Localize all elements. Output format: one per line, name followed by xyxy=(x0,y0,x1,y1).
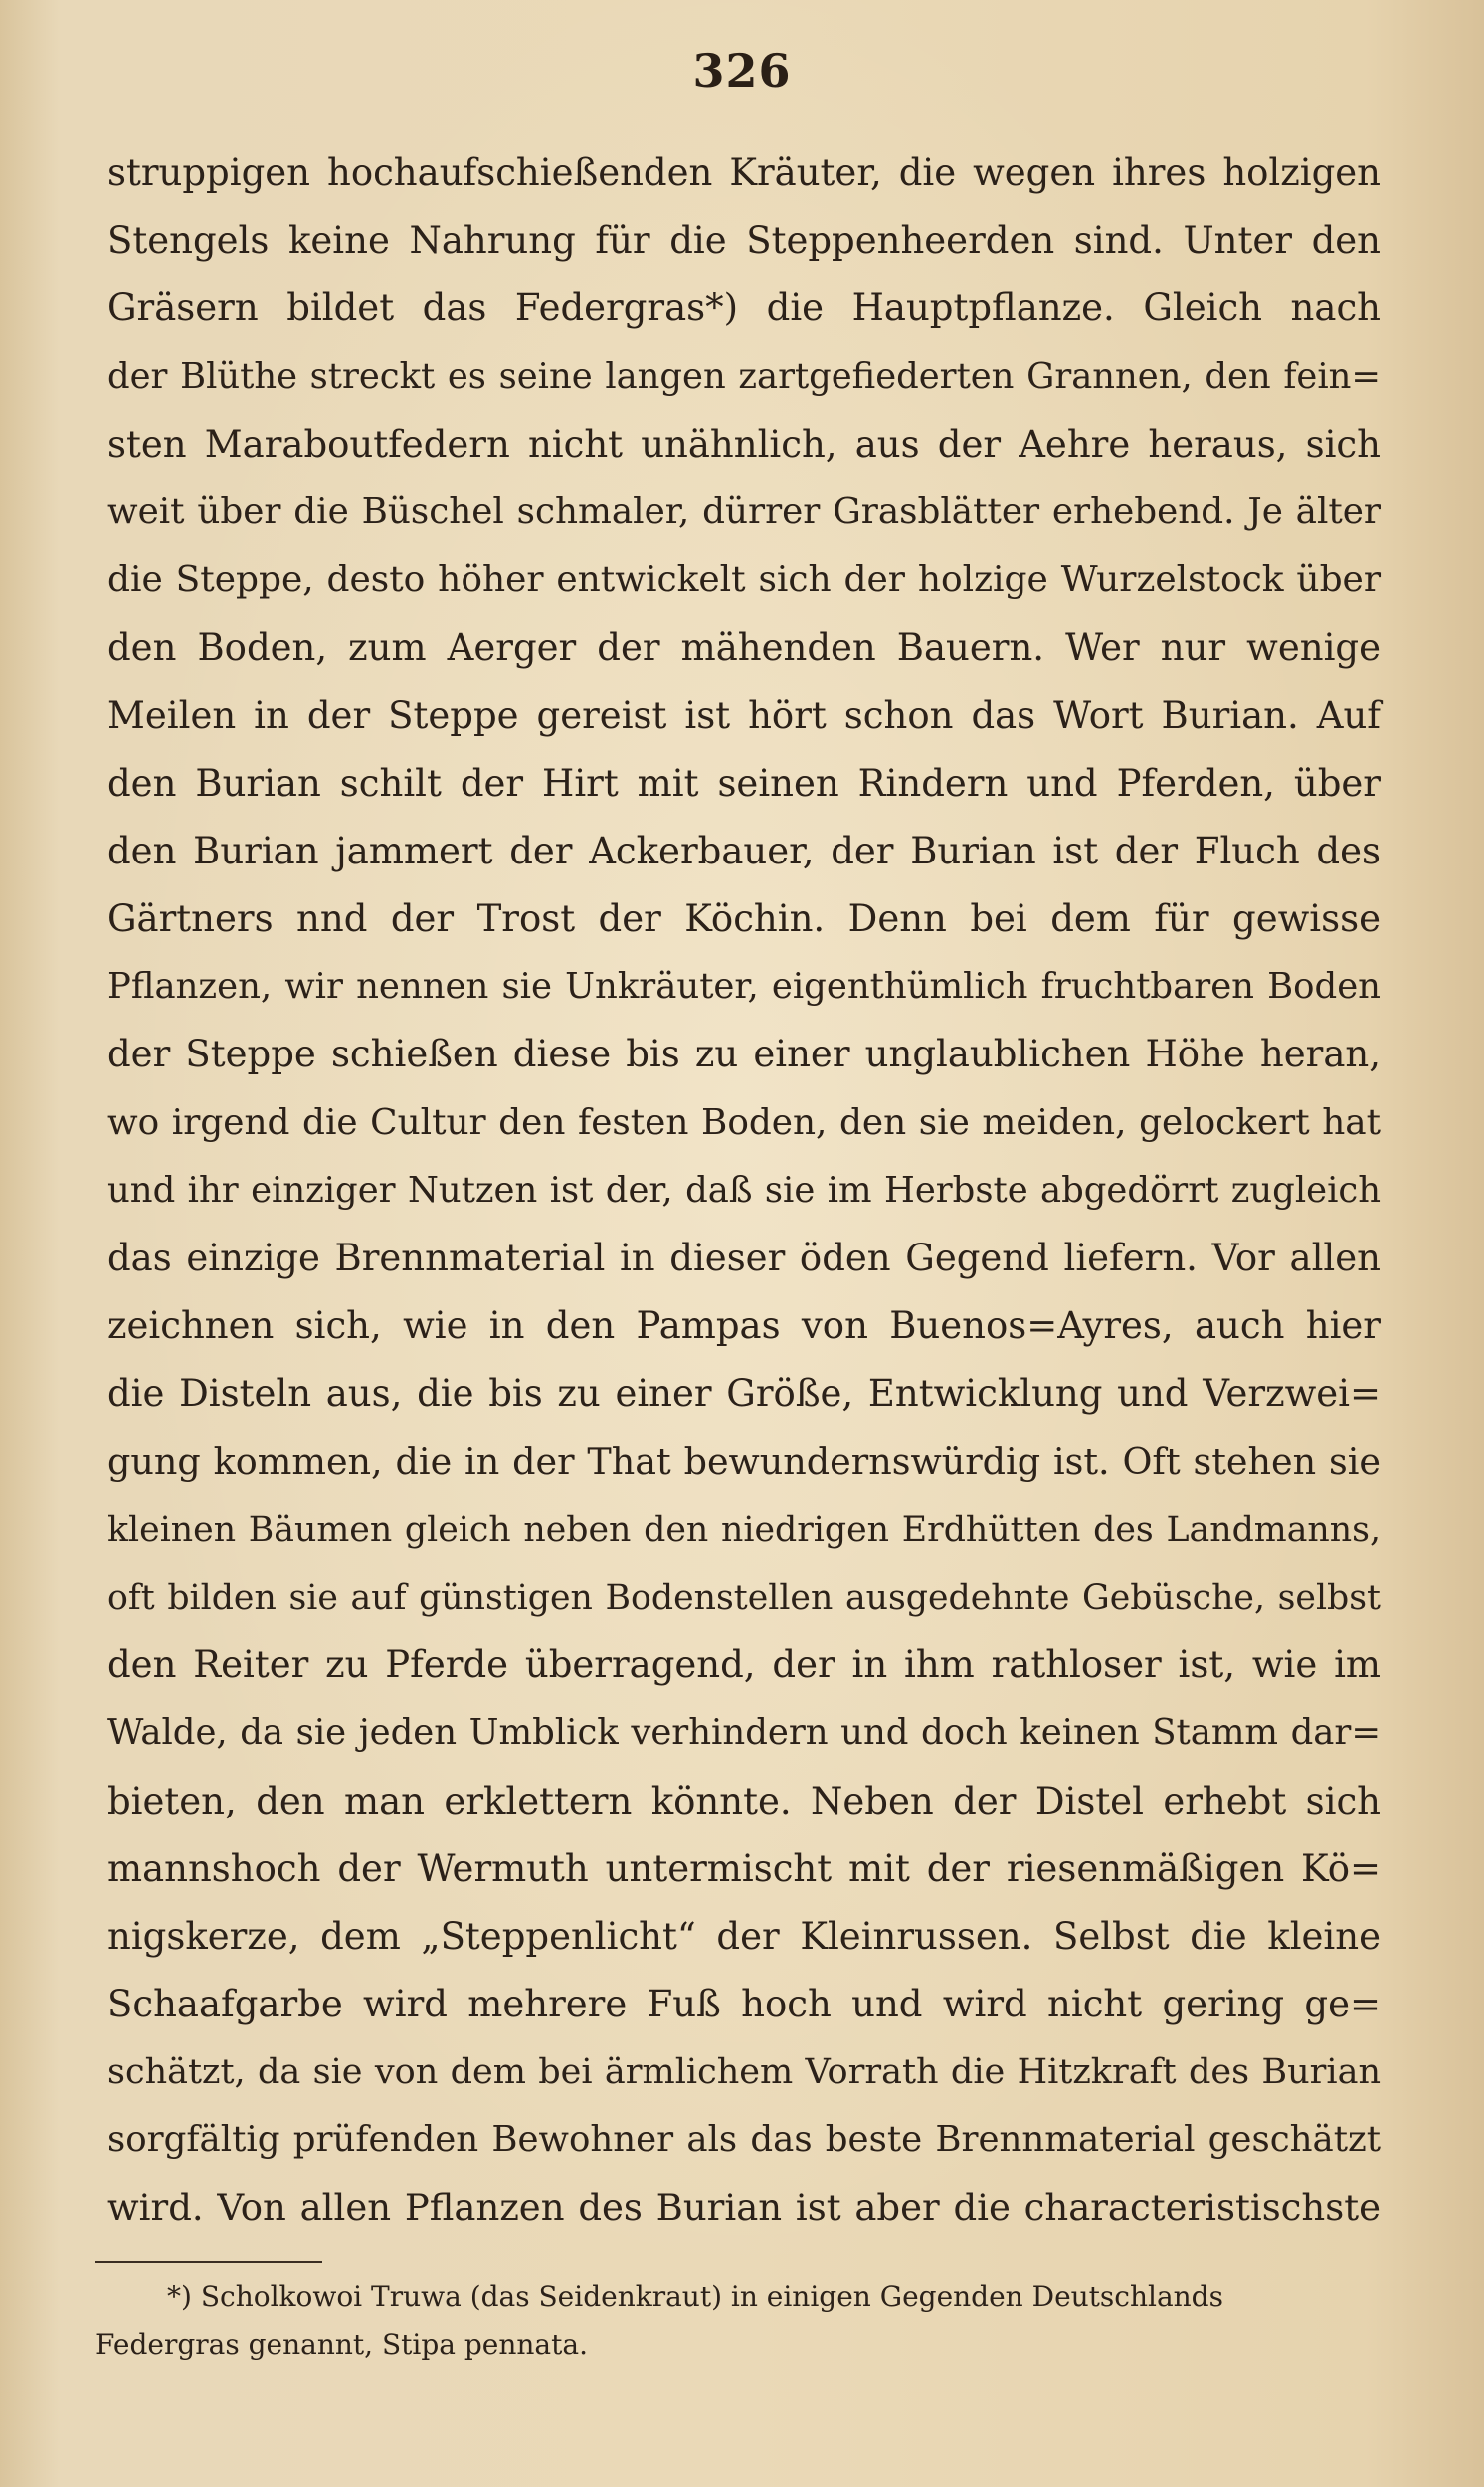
text-line: gung kommen, die in der That bewundernswürdig ist. Oft stehen sie xyxy=(107,1439,1381,1483)
text-line: das einzige Brennmaterial in dieser öden Gegend liefern. Vor allen xyxy=(107,1237,1381,1279)
text-line: den Burian schilt der Hirt mit seinen Rindern und Pferden, über xyxy=(107,761,1381,805)
text-line: struppigen hochaufschießenden Kräuter, die wegen ihres holzigen xyxy=(107,151,1381,194)
text-line: den Reiter zu Pferde überragend, der in ihm rathloser ist, wie im xyxy=(107,1643,1381,1687)
text-line: bieten, den man erklettern könnte. Neben der Distel erhebt sich xyxy=(107,1779,1381,1822)
text-line: zeichnen sich, wie in den Pampas von Buenos=Ayres, auch hier xyxy=(107,1304,1381,1348)
body-text xyxy=(107,139,1381,2242)
text-line: Gräsern bildet das Federgras*) die Hauptpflanze. Gleich nach xyxy=(107,287,1381,330)
page-number: 326 xyxy=(692,44,792,97)
text-line: Stengels keine Nahrung für die Steppenheerden sind. Unter den xyxy=(107,219,1381,263)
text-line: oft bilden sie auf günstigen Bodenstellen ausgedehnte Gebüsche, selbst xyxy=(107,1577,1381,1618)
footnote-divider xyxy=(95,2261,322,2263)
text-line: kleinen Bäumen gleich neben den niedrigen Erdhütten des Landmanns, xyxy=(107,1509,1381,1550)
text-line: wird. Von allen Pflanzen des Burian ist aber die characteristischste xyxy=(107,2186,1381,2229)
text-line: den Boden, zum Aerger der mähenden Bauern. Wer nur wenige xyxy=(107,626,1381,670)
text-line: weit über die Büschel schmaler, dürrer Grasblätter erhebend. Je älter xyxy=(107,490,1381,532)
text-line: Schaafgarbe wird mehrere Fuß hoch und wird nicht gering ge= xyxy=(107,1983,1381,2026)
text-line: sten Maraboutfedern nicht unähnlich, aus der Aehre heraus, sich xyxy=(107,422,1381,466)
text-line: der Steppe schießen diese bis zu einer unglaublichen Höhe heran, xyxy=(107,1033,1381,1076)
text-line: die Steppe, desto höher entwickelt sich der holzige Wurzelstock über xyxy=(107,559,1381,601)
text-line: schätzt, da sie von dem bei ärmlichem Vorrath die Hitzkraft des Burian xyxy=(107,2052,1381,2093)
text-line: sorgfältig prüfenden Bewohner als das beste Brennmaterial geschätzt xyxy=(107,2119,1381,2161)
text-line: und ihr einziger Nutzen ist der, daß sie im Herbste abgedörrt zugleich xyxy=(107,1169,1381,1211)
footnote-line: Federgras genannt, Stipa pennata. xyxy=(95,2328,588,2361)
text-line: Gärtners nnd der Trost der Köchin. Denn bei dem für gewisse xyxy=(107,897,1381,941)
text-line: wo irgend die Cultur den festen Boden, den sie meiden, gelockert hat xyxy=(107,1101,1381,1143)
text-line: Pflanzen, wir nennen sie Unkräuter, eigenthümlich fruchtbaren Boden xyxy=(107,966,1381,1008)
text-line: die Disteln aus, die bis zu einer Größe, Entwicklung und Verzwei= xyxy=(107,1372,1381,1416)
footnote-line: *) Scholkowoi Truwa (das Seidenkraut) in einigen Gegenden Deutschlands xyxy=(167,2280,1223,2313)
text-line: nigskerze, dem „Steppenlicht“ der Kleinrussen. Selbst die kleine xyxy=(107,1914,1381,1958)
text-line: Meilen in der Steppe gereist ist hört schon das Wort Burian. Auf xyxy=(107,693,1381,737)
footnote xyxy=(95,2273,1379,2369)
text-line: mannshoch der Wermuth untermischt mit der riesenmäßigen Kö= xyxy=(107,1846,1381,1890)
text-line: der Blüthe streckt es seine langen zartgefiederten Grannen, den fein= xyxy=(107,355,1381,397)
text-line: den Burian jammert der Ackerbauer, der Burian ist der Fluch des xyxy=(107,829,1381,872)
text-line: Walde, da sie jeden Umblick verhindern und doch keinen Stamm dar= xyxy=(107,1712,1381,1754)
